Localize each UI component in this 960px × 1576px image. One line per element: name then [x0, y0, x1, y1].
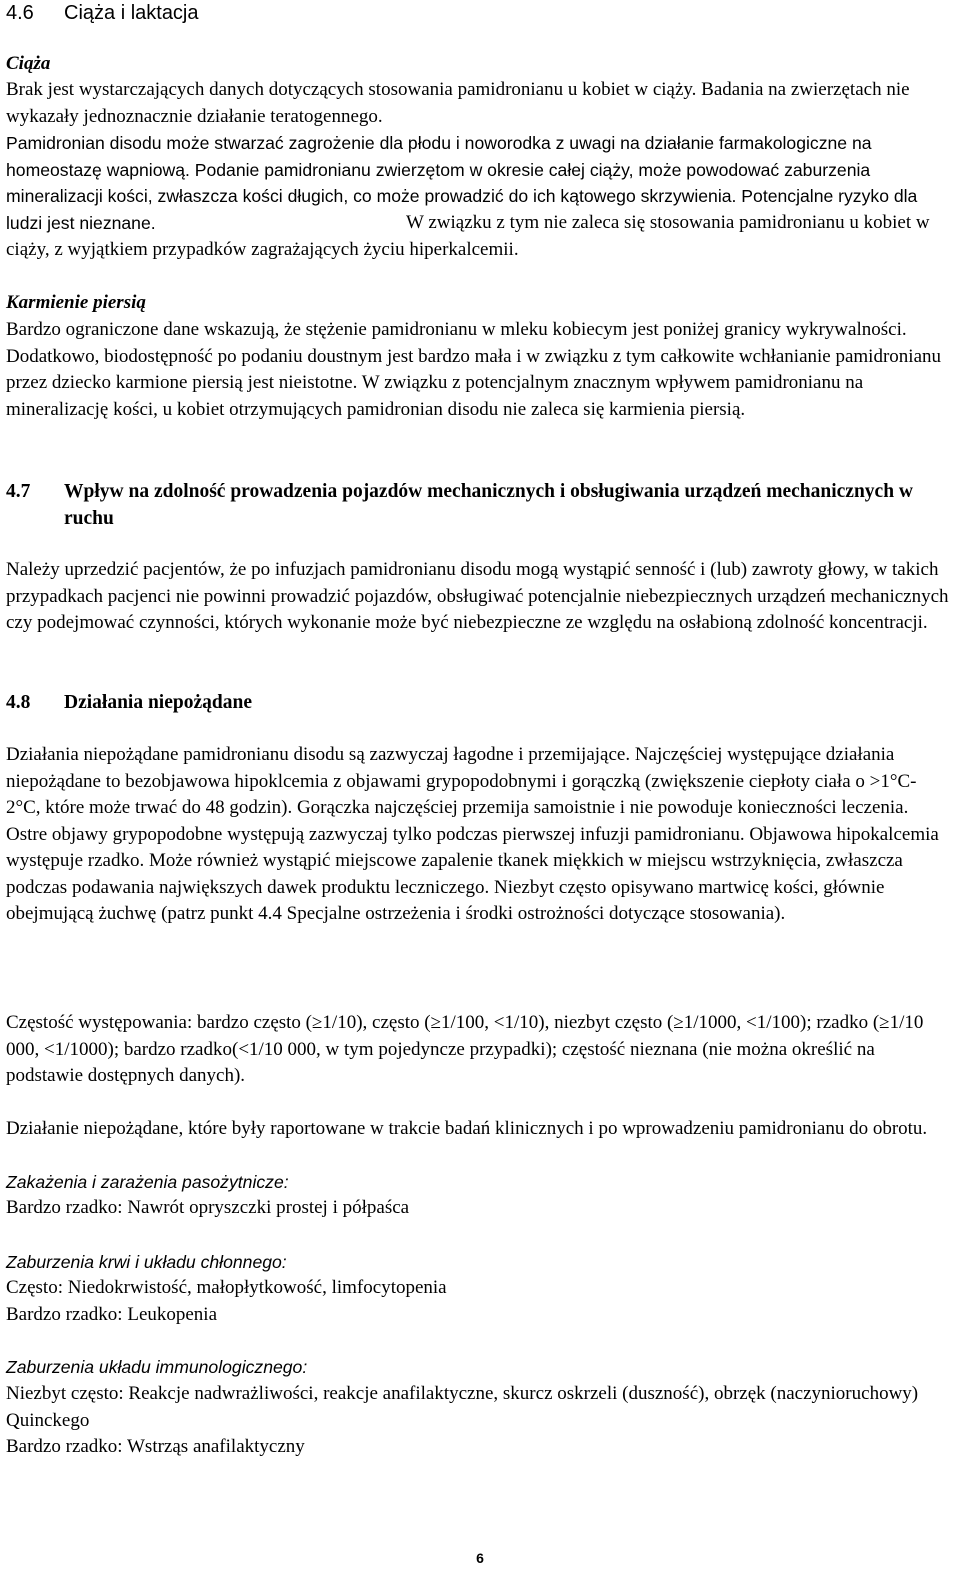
- page-number: 6: [476, 1550, 484, 1566]
- section-4-8-heading: [6, 689, 950, 716]
- immune-disorders-item-2: Bardzo rzadko: Wstrząs anafilaktyczny: [6, 1436, 305, 1457]
- section-number: 4.8: [6, 692, 31, 713]
- section-title: Wpływ na zdolność prowadzenia pojazdów mechanicznych i obsługiwania urządzeń mechanicznych w ruchu: [64, 481, 914, 529]
- infections-item-1: Bardzo rzadko: Nawrót opryszczki prostej i półpaśca: [6, 1197, 410, 1218]
- section-number: 4.6: [6, 2, 34, 24]
- pregnancy-paragraph-2: Pamidronian disodu może stwarzać zagrożenie dla płodu i noworodka z uwagi na działanie farmakologiczne na homeostazę wapniową. Podanie pamidronianu zwierzętom w okresie całej ciąży, może powodować zaburzenia mineralizacji kości, zwłaszcza kości długich, co może prowadzić do ich kątowego skrzywienia. Potencjalne ryzyko dla ludzi jest nieznane.: [6, 133, 918, 233]
- section-title: Działania niepożądane: [64, 692, 252, 713]
- blood-disorders-heading: Zaburzenia krwi i układu chłonnego:: [6, 1252, 287, 1272]
- pregnancy-paragraph-1: Brak jest wystarczających danych dotyczących stosowania pamidronianu u kobiet w ciąży. Badania na zwierzętach nie wykazały jednoznacznie działanie teratogennego.: [6, 79, 910, 127]
- blood-disorders-item-2: Bardzo rzadko: Leukopenia: [6, 1304, 218, 1325]
- breastfeeding-heading: Karmienie piersią: [6, 292, 146, 313]
- section-title: Ciąża i laktacja: [64, 2, 199, 24]
- section-number: 4.7: [6, 481, 31, 502]
- section-4-6-heading: [6, 0, 199, 26]
- immune-disorders-heading: Zaburzenia układu immunologicznego:: [6, 1357, 308, 1377]
- section-4-7-paragraph: Należy uprzedzić pacjentów, że po infuzjach pamidronianu disodu mogą wystąpić senność i (lub) zawroty głowy, w takich przypadkach pacjenci nie powinni prowadzić pojazdów, obsługiwać potencjalnie niebezpiecznych urządzeń mechanicznych czy podejmować czynności, których wykonanie może być niebezpieczne ze względu na osłabioną zdolność koncentracji.: [6, 559, 949, 633]
- infections-heading: Zakażenia i zarażenia pasożytnicze:: [6, 1172, 289, 1192]
- section-4-7-heading: [6, 478, 950, 532]
- breastfeeding-paragraph: Bardzo ograniczone dane wskazują, że stężenie pamidronianu w mleku kobiecym jest poniżej granicy wykrywalności. Dodatkowo, biodostępność po podaniu doustnym jest bardzo mała i w związku z tym całkowite wchłanianie pamidronianu przez dziecko karmione piersią jest nieistotne. W związku z potencjalnym znacznym wpływem pamidronianu na mineralizację kości, u kobiet otrzymujących pamidronian disodu nie zaleca się karmienia piersią.: [6, 319, 941, 420]
- frequency-definitions: Częstość występowania: bardzo często (≥1/10), często (≥1/100, <1/10), niezbyt często (≥1/1000, <1/100); rzadko (≥1/10 000, <1/1000); bardzo rzadko(<1/10 000, w tym pojedyncze przypadki); częstość nieznana (nie można określić na podstawie dostępnych danych).: [6, 1012, 924, 1086]
- reported-effects-intro: Działanie niepożądane, które były raportowane w trakcie badań klinicznych i po wprowadzeniu pamidronianu do obrotu.: [6, 1118, 928, 1139]
- pregnancy-heading: Ciąża: [6, 53, 51, 74]
- blood-disorders-item-1: Często: Niedokrwistość, małopłytkowość, limfocytopenia: [6, 1277, 447, 1298]
- pregnancy-paragraph-3: W związku z tym nie zaleca się stosowania pamidronianu u kobiet w ciąży, z wyjątkiem przypadków zagrażających życiu hiperkalcemii.: [6, 212, 930, 260]
- adverse-effects-intro: Działania niepożądane pamidronianu disodu są zazwyczaj łagodne i przemijające. Najczęściej występujące działania niepożądane to bezobjawowa hipoklcemia z objawami grypopodobnymi i gorączką (zwiększenie ciepłoty ciała o >1°C-2°C, które może trwać do 48 godzin). Gorączka najczęściej przemija samoistnie i nie powoduje konieczności leczenia. Ostre objawy grypopodobne występują zazwyczaj tylko podczas pierwszej infuzji pamidronianu. Objawowa hipokalcemia występuje rzadko. Może również wystąpić miejscowe zapalenie tkanek miękkich w miejscu wstrzyknięcia, zwłaszcza podczas podawania największych dawek produktu leczniczego. Niezbyt często opisywano martwicę kości, głównie obejmującą żuchwę (patrz punkt 4.4 Specjalne ostrzeżenia i środki ostrożności dotyczące stosowania).: [6, 744, 939, 924]
- immune-disorders-item-1: Niezbyt często: Reakcje nadwrażliwości, reakcje anafilaktyczne, skurcz oskrzeli (duszność), obrzęk (naczynioruchowy) Quinckego: [6, 1383, 919, 1431]
